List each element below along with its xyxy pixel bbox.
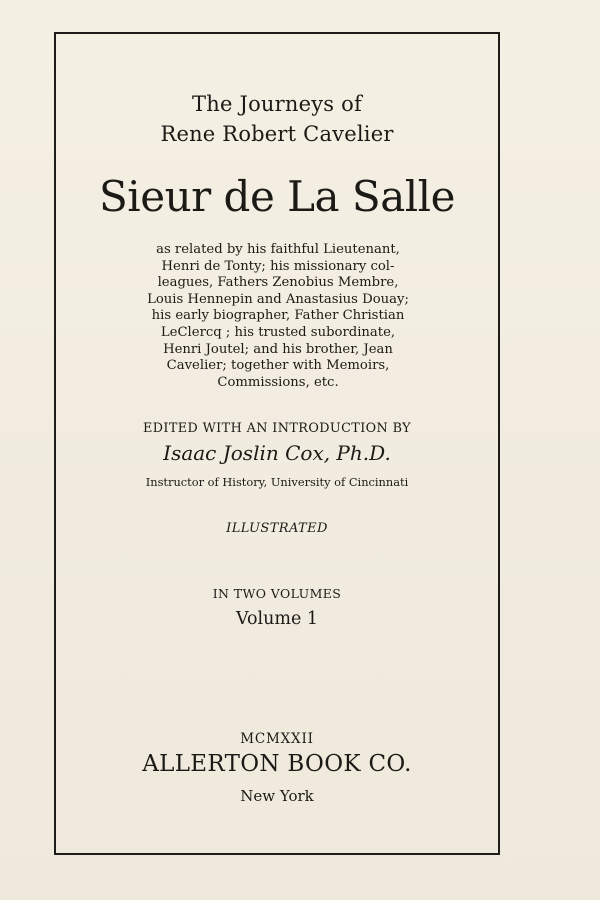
volume-number: Volume 1 [235, 609, 319, 629]
editor-affiliation: Instructor of History, University of Cincinnati [145, 475, 409, 489]
description-line: LeClercq ; his trusted subordinate, [160, 324, 396, 340]
description [124, 242, 432, 391]
edited-by: EDITED WITH AN INTRODUCTION BY [142, 421, 412, 436]
volumes-note: IN TWO VOLUMES [212, 586, 342, 601]
description-line: Cavelier; together with Memoirs, [166, 358, 390, 374]
description-line: Louis Hennepin and Anastasius Douay; [147, 291, 409, 307]
publication-date: MCMXXII [240, 731, 314, 747]
publication-city: New York [240, 787, 314, 805]
main-title: Sieur de La Salle [99, 172, 455, 221]
description-line: leagues, Fathers Zenobius Membre, [157, 275, 399, 291]
description-line: as related by his faithful Lieutenant, [156, 242, 400, 257]
illustrated-note: ILLUSTRATED [226, 521, 328, 536]
description-line: Henri de Tonty; his missionary col- [161, 258, 395, 274]
title-line-1: The Journeys of [192, 92, 362, 116]
border-frame [54, 32, 500, 855]
editor-name: Isaac Joslin Cox, Ph.D. [163, 441, 391, 465]
description-line: Commissions, etc. [217, 374, 339, 390]
title-line-2: Rene Robert Cavelier [160, 122, 394, 146]
description-line: his early biographer, Father Christian [151, 308, 405, 324]
publisher: ALLERTON BOOK CO. [142, 751, 412, 777]
description-line: Henri Joutel; and his brother, Jean [163, 341, 393, 357]
